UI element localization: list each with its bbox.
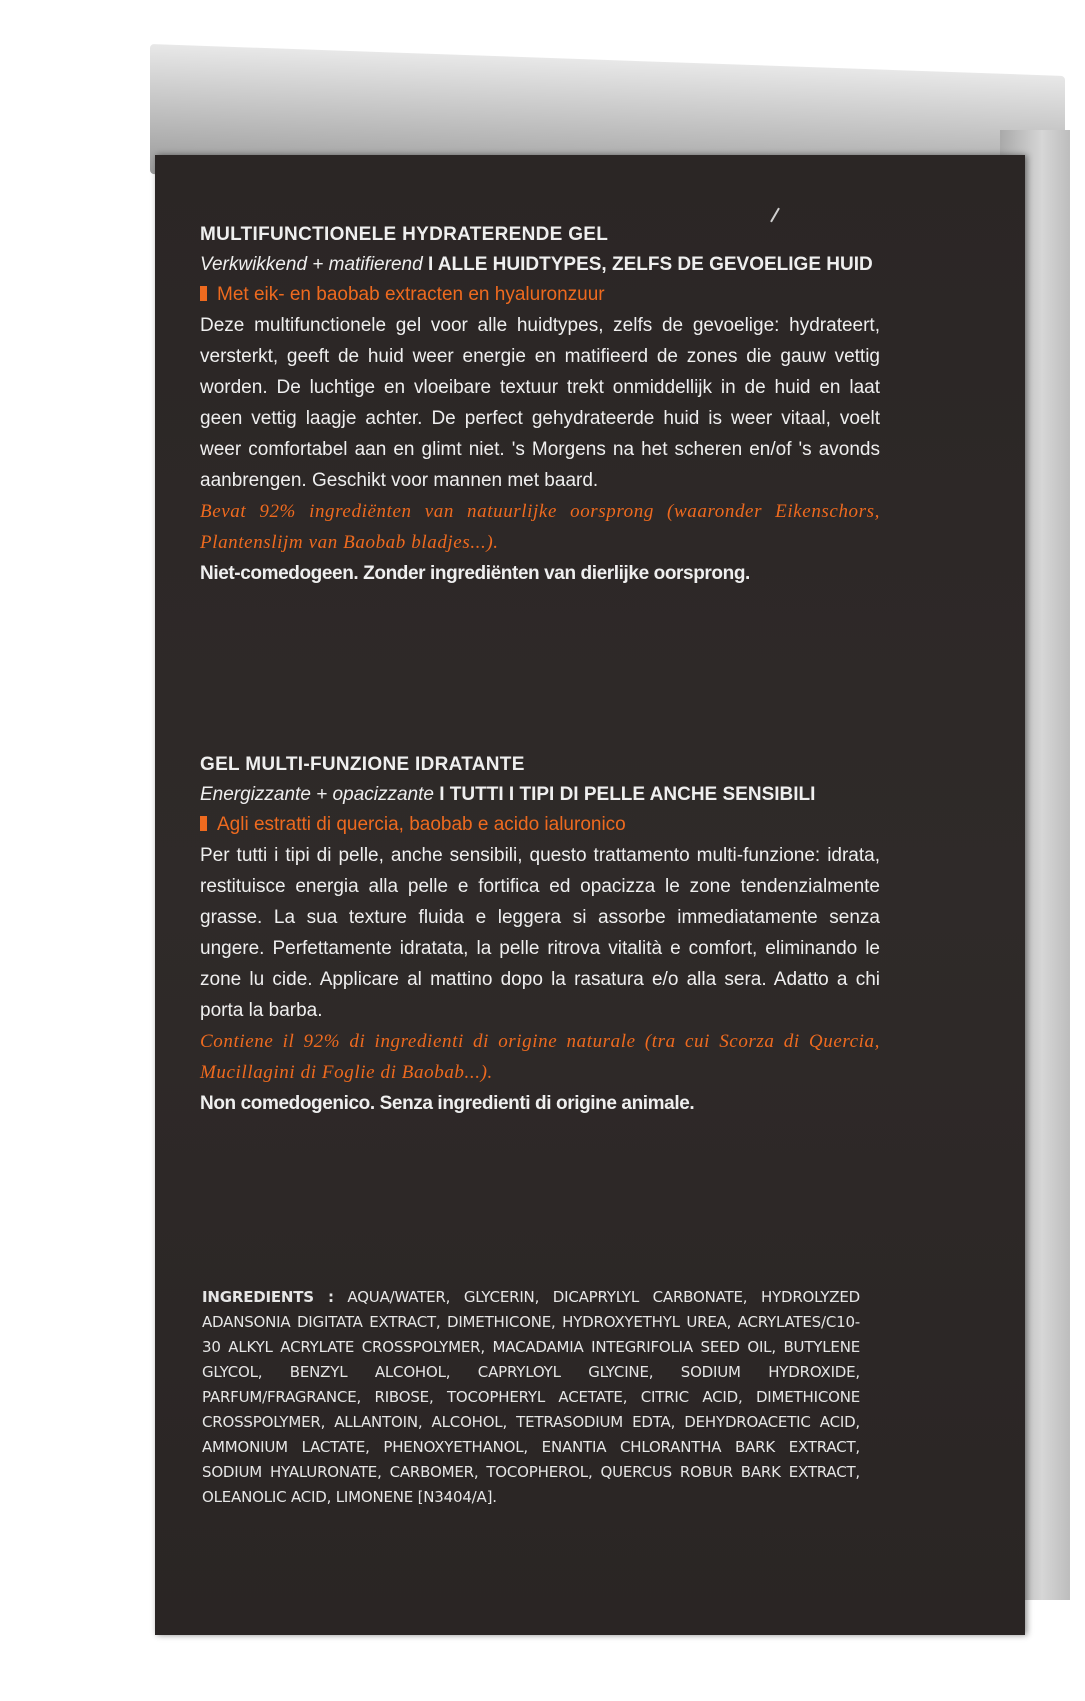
- ingredients-text: AQUA/WATER, GLYCERIN, DICAPRYLYL CARBONATE, HYDROLYZED ADANSONIA DIGITATA EXTRACT, DIMETHICONE, HYDROXYETHYL UREA, ACRYLATES/C10-30 ALKYL ACRYLATE CROSSPOLYMER, MACADAMIA INTEGRIFOLIA SEED OIL, BUTYLENE GLYCOL, BENZYL ALCOHOL, CAPRYLOYL GLYCINE, SODIUM HYDROXIDE, PARFUM/FRAGRANCE, RIBOSE, TOCOPHERYL ACETATE, CITRIC ACID, DIMETHICONE CROSSPOLYMER, ALLANTOIN, ALCOHOL, TETRASODIUM EDTA, DEHYDROACETIC ACID, AMMONIUM LACTATE, PHENOXYETHANOL, ENANTIA CHLORANTHA BARK EXTRACT, SODIUM HYALURONATE, CARBOMER, TOCOPHEROL, QUERCUS ROBUR BARK EXTRACT, OLEANOLIC ACID, LIMONENE [N3404/A].: [202, 1288, 860, 1506]
- dutch-subtitle-caps: I ALLE HUIDTYPES, ZELFS DE GEVOELIGE HUID: [427, 254, 873, 275]
- dutch-claim: Niet-comedogeen. Zonder ingrediënten van dierlijke oorsprong.: [200, 563, 750, 584]
- italian-highlight-text: Agli estratti di quercia, baobab e acido ialuronico: [217, 814, 626, 835]
- dutch-subtitle-italic: Verkwikkend + matifierend: [200, 254, 423, 275]
- ingredients-label: INGREDIENTS :: [202, 1288, 334, 1306]
- orange-bullet-icon: [200, 286, 207, 301]
- dutch-subtitle: [200, 250, 880, 280]
- italian-description: Per tutti i tipi di pelle, anche sensibili, questo trattamento multi-funzione: idrata, restituisce energia alla pelle e fortifica ed opacizza le zone tendenzialmente grasse. La sua texture fluida e leggera si assorbe immediatamente senza ungere. Perfettamente idratata, la pelle ritrova vitalità e comfort, eliminando le zone lu cide. Applicare al mattino dopo la rasatura e/o alla sera. Adatto a chi porta la barba.: [200, 845, 880, 1021]
- dutch-section: [200, 220, 880, 589]
- italian-title: GEL MULTI-FUNZIONE IDRATANTE: [200, 754, 525, 775]
- italian-subtitle: [200, 780, 880, 810]
- dutch-natural-origin: Bevat 92% ingrediënten van natuurlijke oorsprong (waaronder Eikenschors, Plantenslijm van Baobab bladjes...).: [200, 501, 880, 553]
- italian-natural-origin: Contiene il 92% di ingredienti di origine naturale (tra cui Scorza di Quercia, Mucillagini di Foglie di Baobab...).: [200, 1031, 880, 1083]
- italian-subtitle-italic: Energizzante + opacizzante: [200, 784, 434, 805]
- italian-claim: Non comedogenico. Senza ingredienti di origine animale.: [200, 1093, 695, 1114]
- dutch-title: MULTIFUNCTIONELE HYDRATERENDE GEL: [200, 224, 609, 245]
- italian-section: [200, 750, 880, 1119]
- dutch-description: Deze multifunctionele gel voor alle huidtypes, zelfs de gevoelige: hydrateert, versterkt, geeft de huid weer energie en matifieerd de zones die gauw vettig worden. De luchtige en vloeibare textuur trekt onmiddellijk in de huid en laat geen vettig laagje achter. De perfect gehydrateerde huid is weer vitaal, voelt weer comfortabel aan en glimt niet. 's Morgens na het scheren en/of 's avonds aanbrengen. Geschikt voor mannen met baard.: [200, 315, 880, 491]
- italian-subtitle-caps: I TUTTI I TIPI DI PELLE ANCHE SENSIBILI: [439, 784, 816, 805]
- orange-bullet-icon: [200, 816, 207, 831]
- dutch-highlight: [200, 280, 880, 310]
- ingredients-list: [202, 1285, 860, 1510]
- dutch-highlight-text: Met eik- en baobab extracten en hyaluronzuur: [217, 284, 605, 305]
- italian-highlight: [200, 810, 880, 840]
